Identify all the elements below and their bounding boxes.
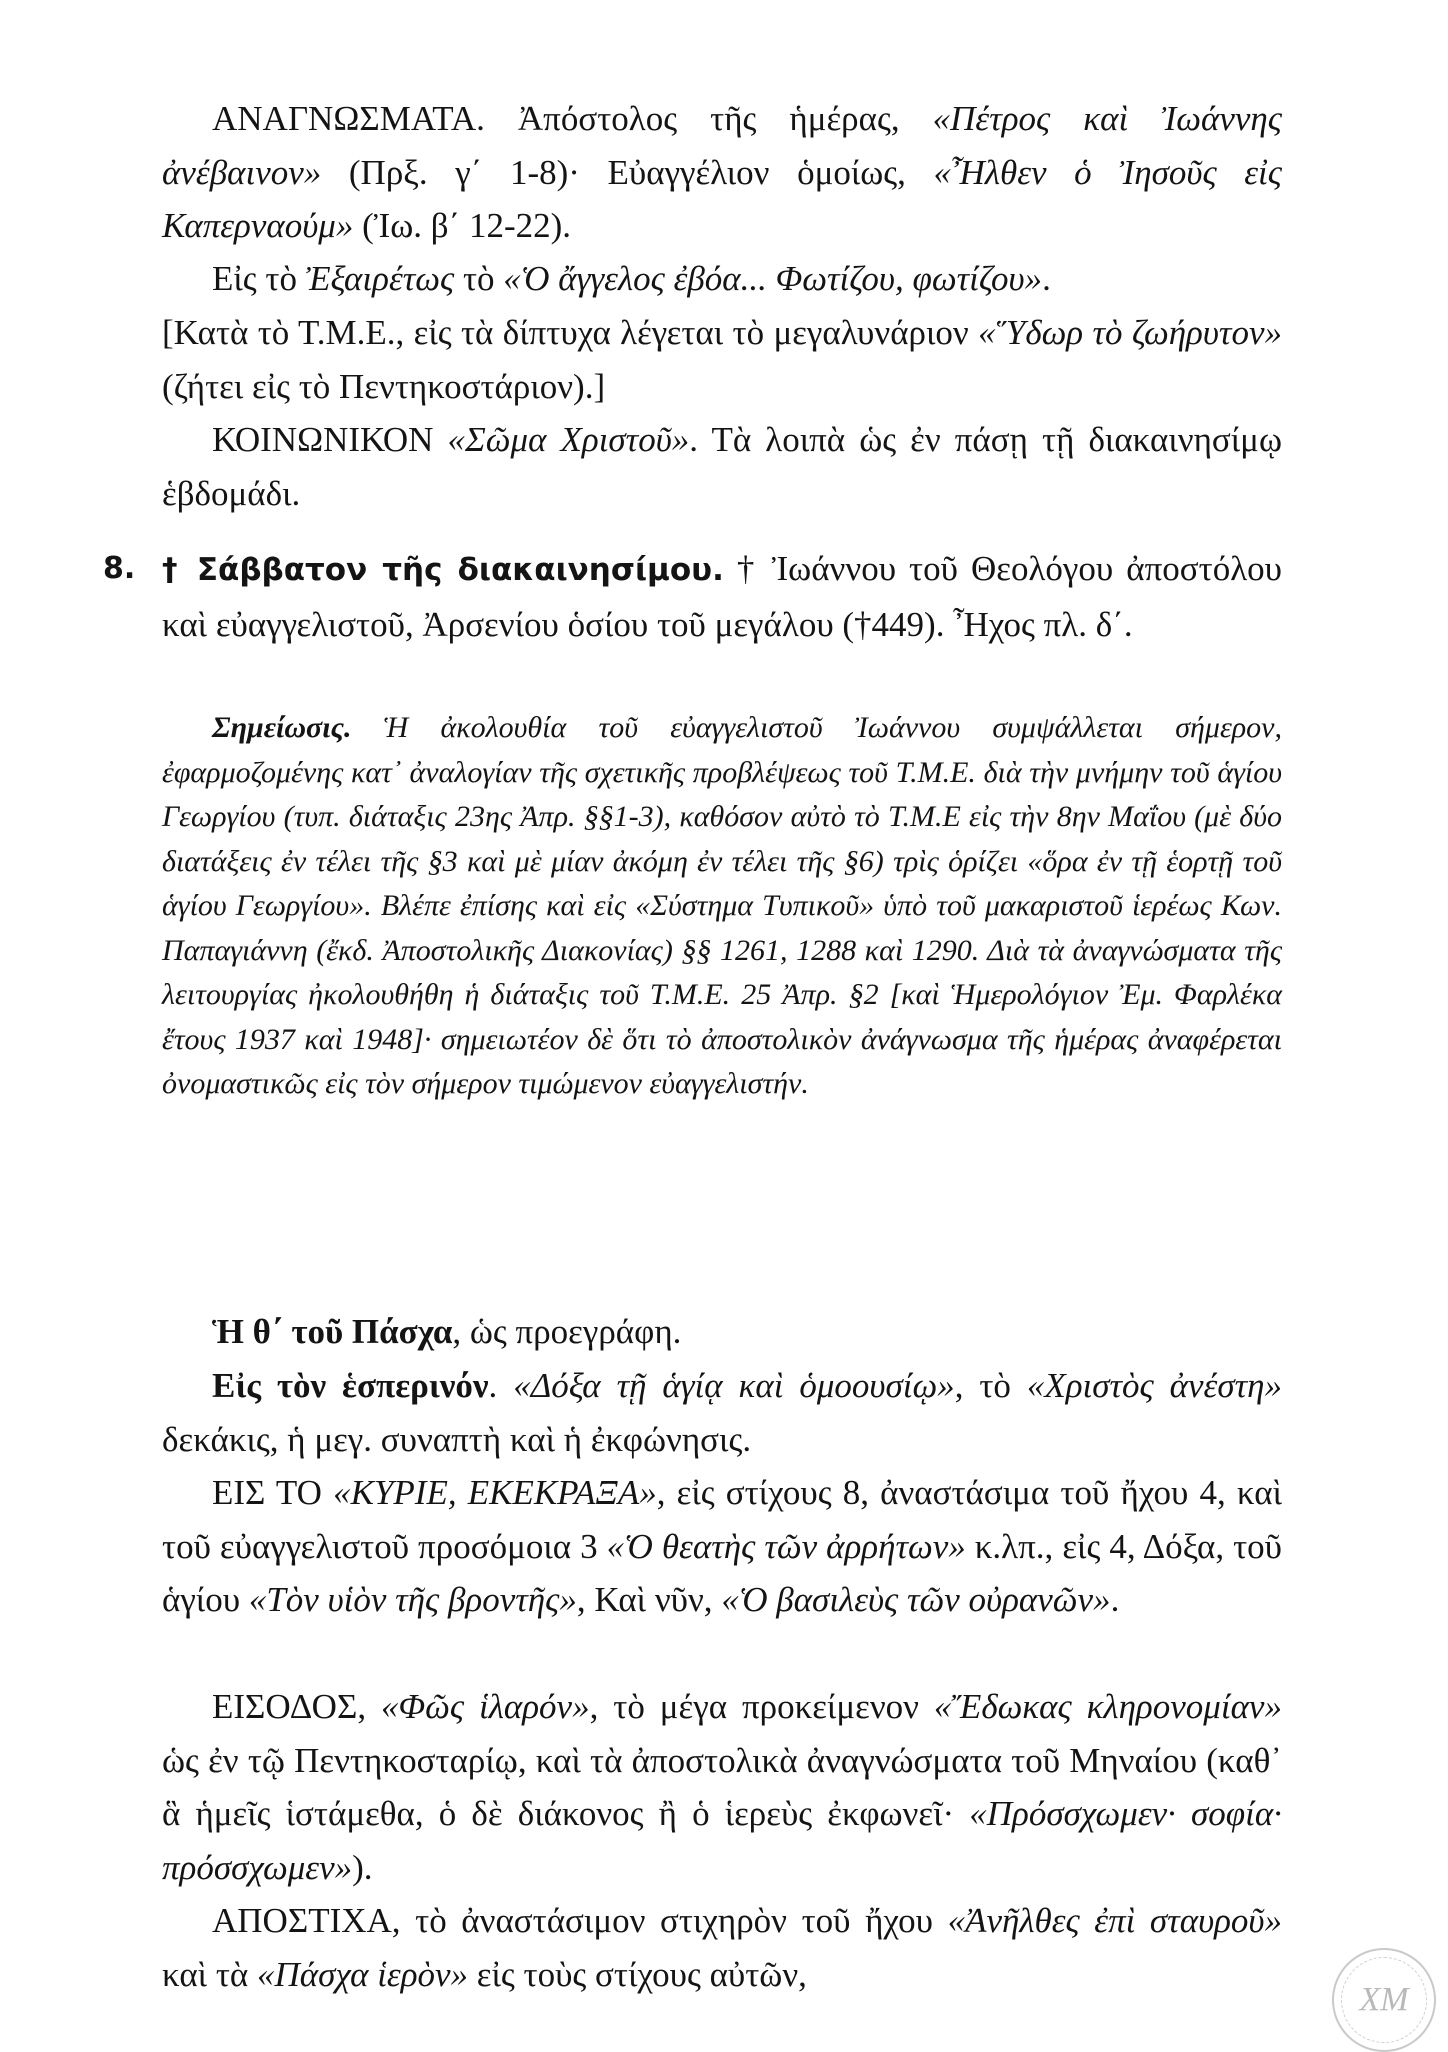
note-paragraph: Σημείωσις. Ἡ ἀκολουθία τοῦ εὐαγγελιστοῦ Ἰωάννου συμψάλλεται σήμερον, ἐφαρμοζομένης κατ᾿ ἀναλογίαν τῆς σχετικῆς προβλέψεως τοῦ Τ.Μ.Ε. διὰ τὴν μνήμην τοῦ ἁγίου Γεωργίου (τυπ. διάταξις 23ης Ἀπρ. §§1-3), καθόσον αὐτὸ τὸ Τ.Μ.Ε εἰς τὴν 8ην Μαΐου (μὲ δύο διατάξεις ἐν τέλει τῆς §3 καὶ μὲ μίαν ἀκόμη ἐν τέλει τῆς §6) τρὶς ὁρίζει «ὅρα ἐν τῇ ἑορτῇ τοῦ ἁγίου Γεωργίου». Βλέπε ἐπίσης καὶ εἰς «Σύστημα Τυπικοῦ» ὑπὸ τοῦ μακαριστοῦ ἱερέως Κων. Παπαγιάννη (ἔκδ. Ἀποστολικῆς Διακονίας) §§ 1261, 1288 καὶ 1290. Διὰ τὰ ἀναγνώσματα τῆς λειτουργίας ἠκολουθήθη ἡ διάταξις τοῦ Τ.Μ.Ε. 25 Ἀπρ. §2 [καὶ Ἡμερολόγιον Ἐμ. Φαρλέκα ἔτους 1937 καὶ 1948]· σημειωτέον δὲ ὅτι τὸ ἀποστολικὸν ἀνάγνωσμα τῆς ἡμέρας ἀναφέρεται ὀνομαστικῶς εἰς τὸν σήμερον τιμώμενον εὐαγγελιστήν. bbox=[162, 711, 1282, 1100]
diptycha-paragraph: [Κατὰ τὸ Τ.Μ.Ε., εἰς τὰ δίπτυχα λέγεται τὸ μεγαλυνάριον «Ὕδωρ τὸ ζωήρυτον» (ζήτει εἰς τὸ Πεντηκοστάριον).] bbox=[162, 313, 1282, 406]
watermark-seal-icon bbox=[1332, 1948, 1436, 2052]
note-label: Σημείωσις. bbox=[212, 711, 352, 744]
readings-paragraph: ΑΝΑΓΝΩΣΜΑΤΑ. Ἀπόστολος τῆς ἡμέρας, «Πέτρος καὶ Ἰωάννης ἀνέβαινον» (Πρξ. γ΄ 1-8)· Εὐαγγέλιον ὁμοίως, «Ἦλθεν ὁ Ἰησοῦς εἰς Καπερναούμ» (Ἰω. β΄ 12-22). bbox=[162, 99, 1282, 245]
exairetos-paragraph: Εἰς τὸ Ἐξαιρέτως τὸ «Ὁ ἄγγελος ἐβόα... Φωτίζου, φωτίζου». bbox=[212, 259, 1051, 298]
eisodos-paragraph: ΕΙΣΟΔΟΣ, «Φῶς ἱλαρόν», τὸ μέγα προκείμενον «Ἔδωκας κληρονομίαν» ὡς ἐν τῷ Πεντηκοσταρίῳ, καὶ τὰ ἀποστολικὰ ἀναγνώσματα τοῦ Μηναίου (καθ᾿ ἃ ἡμεῖς ἱστάμεθα, ὁ δὲ διάκονος ἢ ὁ ἱερεὺς ἐκφωνεῖ· «Πρόσσχωμεν· σοφία· πρόσσχωμεν»). bbox=[162, 1687, 1282, 1887]
vespers-paragraph: Εἰς τὸν ἑσπερινόν. «Δόξα τῇ ἁγίᾳ καὶ ὁμοουσίῳ», τὸ «Χριστὸς ἀνέστη» δεκάκις, ἡ μεγ. συναπτὴ καὶ ἡ ἐκφώνησις. bbox=[162, 1366, 1282, 1459]
seal-monogram: ΧΜ bbox=[1359, 1981, 1409, 2018]
ninth-day-paragraph: Ἡ θ΄ τοῦ Πάσχα, ὡς προεγράφη. bbox=[212, 1312, 682, 1351]
koinonikon-paragraph: ΚΟΙΝΩΝΙΚΟΝ «Σῶμα Χριστοῦ». Τὰ λοιπὰ ὡς ἐν πάσῃ τῇ διακαινησίμῳ ἑβδομάδι. bbox=[162, 420, 1282, 513]
day-entry-heading: † Σάββατον τῆς διακαινησίμου. † Ἰωάννου τοῦ Θεολόγου ἀποστόλου καὶ εὐαγγελιστοῦ, Ἀρσενίου ὁσίου τοῦ μεγάλου (†449). Ἦχος πλ. δ΄. bbox=[162, 549, 1282, 644]
entry-number: 8. bbox=[103, 551, 136, 586]
aposticha-paragraph: ΑΠΟΣΤΙΧΑ, τὸ ἀναστάσιμον στιχηρὸν τοῦ ἤχου «Ἀνῆλθες ἐπὶ σταυροῦ» καὶ τὰ «Πάσχα ἱερὸν» εἰς τοὺς στίχους αὐτῶν, bbox=[162, 1901, 1283, 1994]
seal-ring bbox=[1341, 1957, 1427, 2043]
entry-title: † Σάββατον τῆς διακαινησίμου. bbox=[162, 552, 724, 588]
kyrie-ekekraxa-paragraph: ΕΙΣ ΤΟ «ΚΥΡΙΕ, ΕΚΕΚΡΑΞΑ», εἰς στίχους 8, ἀναστάσιμα τοῦ ἤχου 4, καὶ τοῦ εὐαγγελιστοῦ προσόμοια 3 «Ὁ θεατὴς τῶν ἀρρήτων» κ.λπ., εἰς 4, Δόξα, τοῦ ἁγίου «Τὸν υἱὸν τῆς βροντῆς», Καὶ νῦν, «Ὁ βασιλεὺς τῶν οὐρανῶν». bbox=[162, 1473, 1282, 1619]
